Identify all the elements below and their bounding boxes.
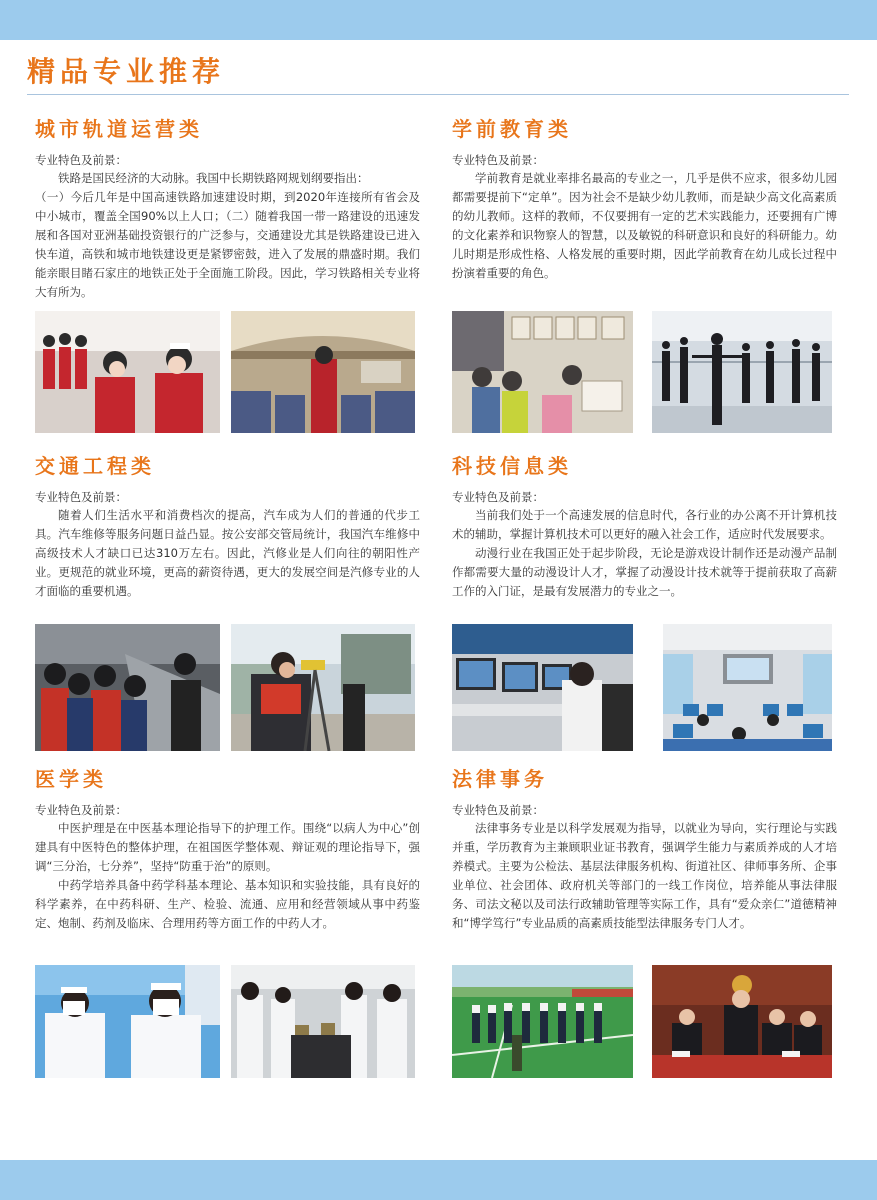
photo-art-class bbox=[452, 311, 633, 433]
photo-train-cabin bbox=[231, 311, 415, 433]
preschool-paragraph-1: 学前教育是就业率排名最高的专业之一，几乎是供不应求，很多幼儿园都需要提前下“定单”。因为社会不是缺少幼儿教师，而是缺少高文化高素质的幼儿教师。这样的教师，不仅要拥有一定的艺术实践能力，还要拥有广博的文化素养和识物察人的智慧，以及敏锐的科研意识和良好的科研能力。幼儿时期是形成性格、人格发展的重要时期，因此学前教育在幼儿成长过程中扮演着重要的角色。 bbox=[452, 171, 837, 280]
section-tech bbox=[452, 452, 837, 601]
photo-flight-attendants bbox=[35, 311, 220, 433]
section-title-rail: 城市轨道运营类 bbox=[35, 117, 203, 141]
section-title-tech: 科技信息类 bbox=[452, 454, 572, 478]
page-title: 精品专业推荐 bbox=[27, 55, 226, 88]
feature-label: 专业特色及前景： bbox=[35, 153, 127, 167]
tech-paragraph-2: 动漫行业在我国正处于起步阶段，无论是游戏设计制作还是动漫产品制作都需要大量的动漫设计人才，掌握了动漫设计技术就等于提前获取了高薪工作的入门证，是最有发展潜力的专业之一。 bbox=[452, 546, 837, 598]
rail-paragraph-1: 铁路是国民经济的大动脉。我国中长期铁路网规划纲要指出： bbox=[58, 171, 369, 185]
photo-car-repair bbox=[35, 624, 220, 751]
section-law bbox=[452, 765, 837, 933]
medical-paragraph-2: 中药学培养具备中药学科基本理论、基本知识和实验技能，具有良好的科学素养，在中药科研、生产、检验、流通、应用和经营领域从事中药鉴定、炮制、药剂及临床、合理用药等方面工作的中药人才。 bbox=[35, 878, 420, 930]
top-banner-band bbox=[0, 0, 877, 40]
photo-classroom-computers bbox=[663, 624, 832, 751]
section-title-traffic: 交通工程类 bbox=[35, 454, 155, 478]
photo-dance-class bbox=[652, 311, 832, 433]
feature-label: 专业特色及前景： bbox=[452, 490, 544, 504]
photo-pharmacy-lab bbox=[231, 965, 415, 1078]
rail-paragraph-2: （一）今后几年是中国高速铁路加速建设时期，到2020年连接所有省会及中小城市，覆盖全国90%以上人口；（二）随着我国一带一路建设的迅速发展和各国对亚洲基础投资银行的广泛参与，交通建设尤其是铁路建设已进入快车道，高铁和城市地铁建设更是紧锣密鼓，进入了发展的鼎盛时期。我们能亲眼目睹石家庄的地铁正处于全面施工阶段。因此，学习铁路相关专业将大有所为。 bbox=[35, 190, 420, 299]
section-title-law: 法律事务 bbox=[452, 767, 548, 791]
law-paragraph-1: 法律事务专业是以科学发展观为指导，以就业为导向，实行理论与实践并重，学历教育为主兼顾职业证书教育，强调学生能力与素质养成的人才培养模式。主要为公检法、基层法律服务机构、街道社区、律师事务所、企事业单位、社会团体、政府机关等部门的一线工作岗位，培养能从事法律服务、司法文秘以及司法行政辅助管理等实际工作，具有“爱众亲仁”道德精神和“博学笃行”专业品质的高素质技能型法律服务专门人才。 bbox=[452, 821, 837, 930]
photo-computer-lab bbox=[452, 624, 633, 751]
traffic-paragraph-1: 随着人们生活水平和消费档次的提高，汽车成为人们的普通的代步工具。汽车维修等服务问题日益凸显。按公安部交管局统计，我国汽车维修中高级技术人才缺口已达310万左右。因此，汽修业是人们向往的朝阳性产业。更规范的就业环境，更高的薪资待遇，更大的发展空间是汽修专业的人才面临的重要机遇。 bbox=[35, 508, 420, 598]
feature-label: 专业特色及前景： bbox=[35, 490, 127, 504]
section-traffic bbox=[35, 452, 420, 601]
section-title-medical: 医学类 bbox=[35, 767, 107, 791]
photo-nurses bbox=[35, 965, 220, 1078]
feature-label: 专业特色及前景： bbox=[452, 153, 544, 167]
section-medical bbox=[35, 765, 420, 933]
section-rail bbox=[35, 115, 420, 302]
section-preschool bbox=[452, 115, 837, 283]
photo-police-drill bbox=[452, 965, 633, 1078]
feature-label: 专业特色及前景： bbox=[452, 803, 544, 817]
section-title-preschool: 学前教育类 bbox=[452, 117, 572, 141]
photo-mock-court bbox=[652, 965, 832, 1078]
title-divider bbox=[27, 94, 849, 95]
feature-label: 专业特色及前景： bbox=[35, 803, 127, 817]
medical-paragraph-1: 中医护理是在中医基本理论指导下的护理工作。围绕“以病人为中心”创建具有中医特色的整体护理，在祖国医学整体观、辩证观的理论指导下，强调“三分治，七分养”，坚持“防重于治”的原则。 bbox=[35, 821, 420, 873]
bottom-banner-band bbox=[0, 1160, 877, 1200]
photo-surveying bbox=[231, 624, 415, 751]
tech-paragraph-1: 当前我们处于一个高速发展的信息时代，各行业的办公离不开计算机技术的辅助，掌握计算机技术可以更好的融入社会工作，适应时代发展要求。 bbox=[452, 508, 837, 541]
